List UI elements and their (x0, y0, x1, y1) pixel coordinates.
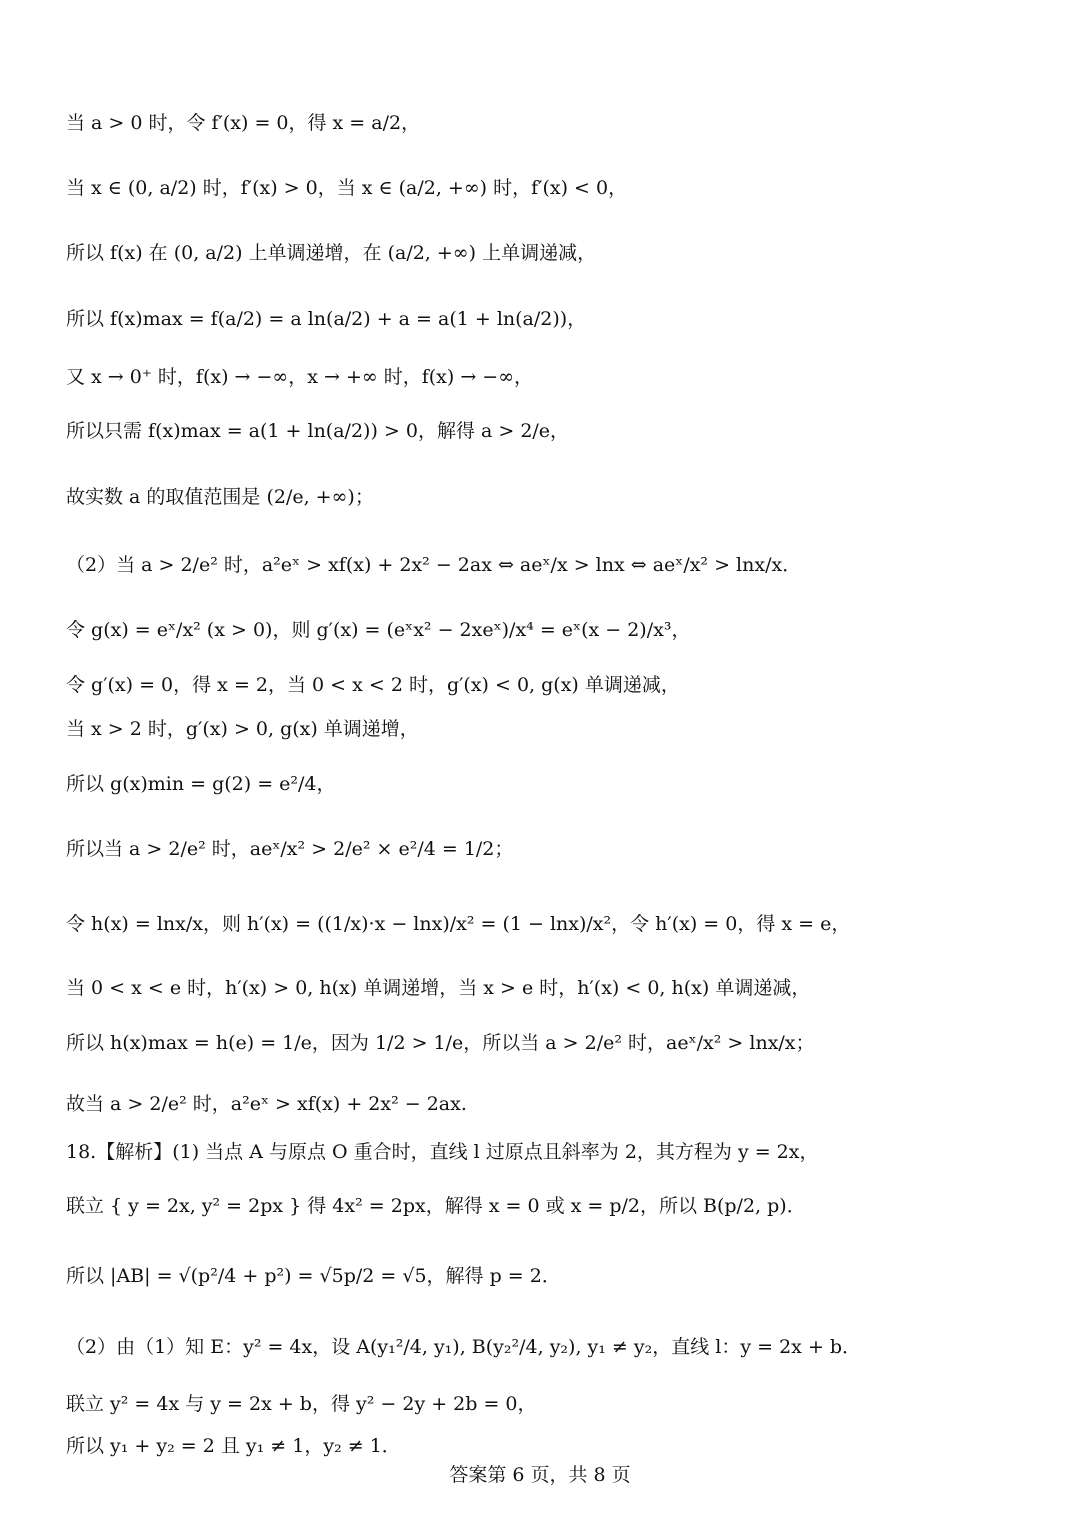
solution-line: 又 x → 0⁺ 时，f(x) → −∞，x → +∞ 时，f(x) → −∞， (66, 366, 534, 388)
solution-line: 当 x ∈ (0, a/2) 时，f′(x) > 0，当 x ∈ (a/2, +∞) 时，f′(x) < 0， (66, 177, 628, 199)
solution-line: 所以 h(x)max = h(e) = 1/e，因为 1/2 > 1/e，所以当 a > 2/e² 时，aeˣ/x² > lnx/x； (66, 1032, 815, 1054)
solution-line: 当 x > 2 时，g′(x) > 0, g(x) 单调递增， (66, 718, 419, 740)
page-footer: 答案第 6 页，共 8 页 (449, 1464, 631, 1486)
solution-line: 所以 |AB| = √(p²/4 + p²) = √5p/2 = √5，解得 p = 2． (66, 1265, 561, 1287)
solution-line: 所以 y₁ + y₂ = 2 且 y₁ ≠ 1，y₂ ≠ 1． (66, 1435, 401, 1457)
solution-line: （2）当 a > 2/e² 时，a²eˣ > xf(x) + 2x² − 2ax ⇔ aeˣ/x > lnx ⇔ aeˣ/x² > lnx/x． (66, 554, 802, 576)
solution-line: 故当 a > 2/e² 时，a²eˣ > xf(x) + 2x² − 2ax. (66, 1093, 467, 1115)
solution-line: 联立 { y = 2x, y² = 2px } 得 4x² = 2px，解得 x = 0 或 x = p/2，所以 B(p/2, p)． (66, 1195, 806, 1217)
solution-line: 故实数 a 的取值范围是 (2/e, +∞)； (66, 486, 374, 508)
solution-line: 当 0 < x < e 时，h′(x) > 0, h(x) 单调递增，当 x > e 时，h′(x) < 0, h(x) 单调递减， (66, 977, 811, 999)
solution-line: 所以只需 f(x)max = a(1 + ln(a/2)) > 0，解得 a > 2/e， (66, 420, 570, 442)
solution-line: 所以当 a > 2/e² 时，aeˣ/x² > 2/e² × e²/4 = 1/2； (66, 838, 514, 860)
solution-line: 联立 y² = 4x 与 y = 2x + b，得 y² − 2y + 2b = 0， (66, 1393, 537, 1415)
solution-line: 所以 f(x) 在 (0, a/2) 上单调递增，在 (a/2, +∞) 上单调递减， (66, 242, 597, 264)
solution-line: （2）由（1）知 E：y² = 4x，设 A(y₁²/4, y₁), B(y₂²/4, y₂), y₁ ≠ y₂，直线 l：y = 2x + b． (66, 1336, 862, 1358)
solution-line: 令 g′(x) = 0，得 x = 2，当 0 < x < 2 时，g′(x) < 0, g(x) 单调递减， (66, 674, 680, 696)
solution-line: 令 h(x) = lnx/x，则 h′(x) = ((1/x)·x − lnx)/x² = (1 − lnx)/x²，令 h′(x) = 0，得 x = e， (66, 913, 851, 935)
solution-line: 18.【解析】(1) 当点 A 与原点 O 重合时，直线 l 过原点且斜率为 2，其方程为 y = 2x， (66, 1141, 819, 1163)
solution-line: 所以 g(x)min = g(2) = e²/4， (66, 773, 336, 795)
solution-line: 当 a > 0 时，令 f′(x) = 0，得 x = a/2， (66, 112, 421, 134)
solution-line: 所以 f(x)max = f(a/2) = a ln(a/2) + a = a(1 + ln(a/2))， (66, 308, 587, 330)
solution-line: 令 g(x) = eˣ/x² (x > 0)，则 g′(x) = (eˣx² − 2xeˣ)/x⁴ = eˣ(x − 2)/x³， (66, 619, 691, 641)
